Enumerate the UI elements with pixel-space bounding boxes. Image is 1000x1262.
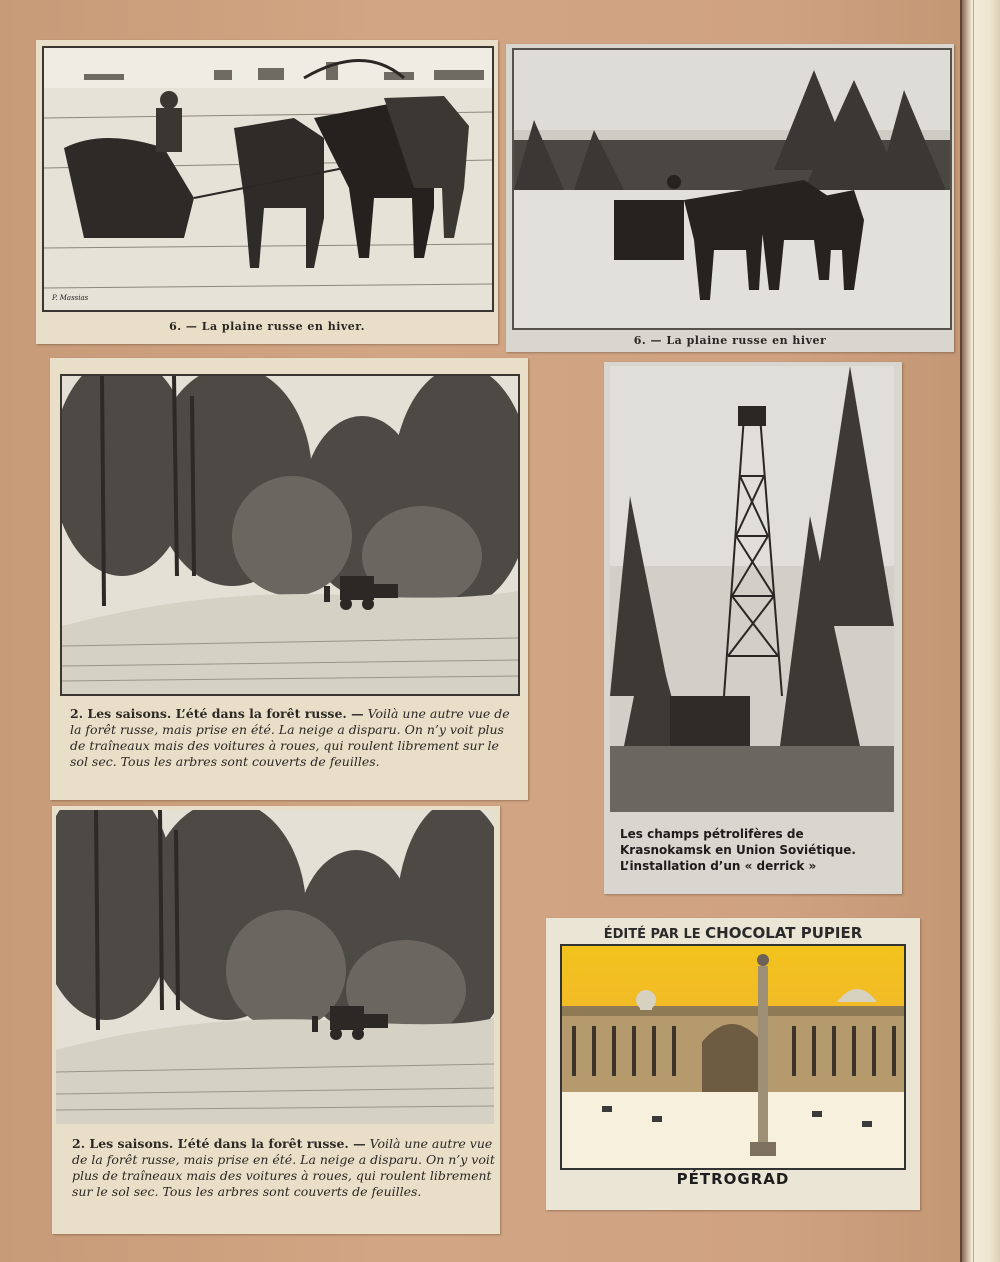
- summer-forest-engraving-1: [60, 374, 520, 696]
- card-publisher-prefix: ÉDITÉ PAR LE: [603, 927, 701, 942]
- clipping-winter-engraving: [36, 40, 498, 344]
- winter-engraving-caption: 6. — La plaine russe en hiver.: [169, 320, 365, 333]
- summer-forest-1-caption-body: Voilà une autre vue de la forêt russe, mais prise en été. La neige a disparu. On n’y voit plus de traîneaux mais des voitures à roues, qui roulent librement sur le sol sec. Tous les arbres sont couverts de feuilles.: [70, 706, 510, 769]
- winter-troika-photo: [512, 48, 952, 330]
- card-brand: CHOCOLAT PUPIER: [705, 924, 863, 942]
- summer-forest-2-caption-lead: 2. Les saisons. L’été dans la forêt russe. —: [72, 1136, 366, 1151]
- page-edge: [960, 0, 1000, 1262]
- page-edge-line: [973, 0, 974, 1262]
- summer-forest-2-caption: [72, 1136, 496, 1200]
- clipping-summer-forest-1: [50, 358, 528, 800]
- clipping-winter-photo: [506, 44, 954, 352]
- oil-derrick-photo: [610, 366, 894, 812]
- clipping-oil-derrick: [604, 362, 902, 894]
- engraver-signature: P. Massias: [52, 294, 89, 302]
- card-place-name: PÉTROGRAD: [676, 1170, 790, 1188]
- petrograd-illustration: [560, 944, 906, 1170]
- oil-derrick-caption: Les champs pétrolifères de Krasnokamsk en Union Soviétique. L’installation d’un « derrick »: [620, 827, 856, 873]
- chocolate-trade-card: [546, 918, 920, 1210]
- summer-forest-1-caption: [70, 706, 520, 770]
- summer-forest-1-caption-lead: 2. Les saisons. L’été dans la forêt russe. —: [70, 706, 364, 721]
- summer-forest-2-caption-body: Voilà une autre vue de la forêt russe, mais prise en été. La neige a disparu. On n’y voit plus de traîneaux mais des voitures à roues, qui roulent librement sur le sol sec. Tous les arbres sont couverts de feuilles.: [72, 1136, 495, 1199]
- winter-sleigh-engraving: [42, 46, 494, 312]
- clipping-summer-forest-2: [52, 806, 500, 1234]
- winter-photo-caption: 6. — La plaine russe en hiver: [633, 334, 827, 347]
- summer-forest-engraving-2: [56, 810, 494, 1124]
- card-publisher-line: [546, 924, 920, 942]
